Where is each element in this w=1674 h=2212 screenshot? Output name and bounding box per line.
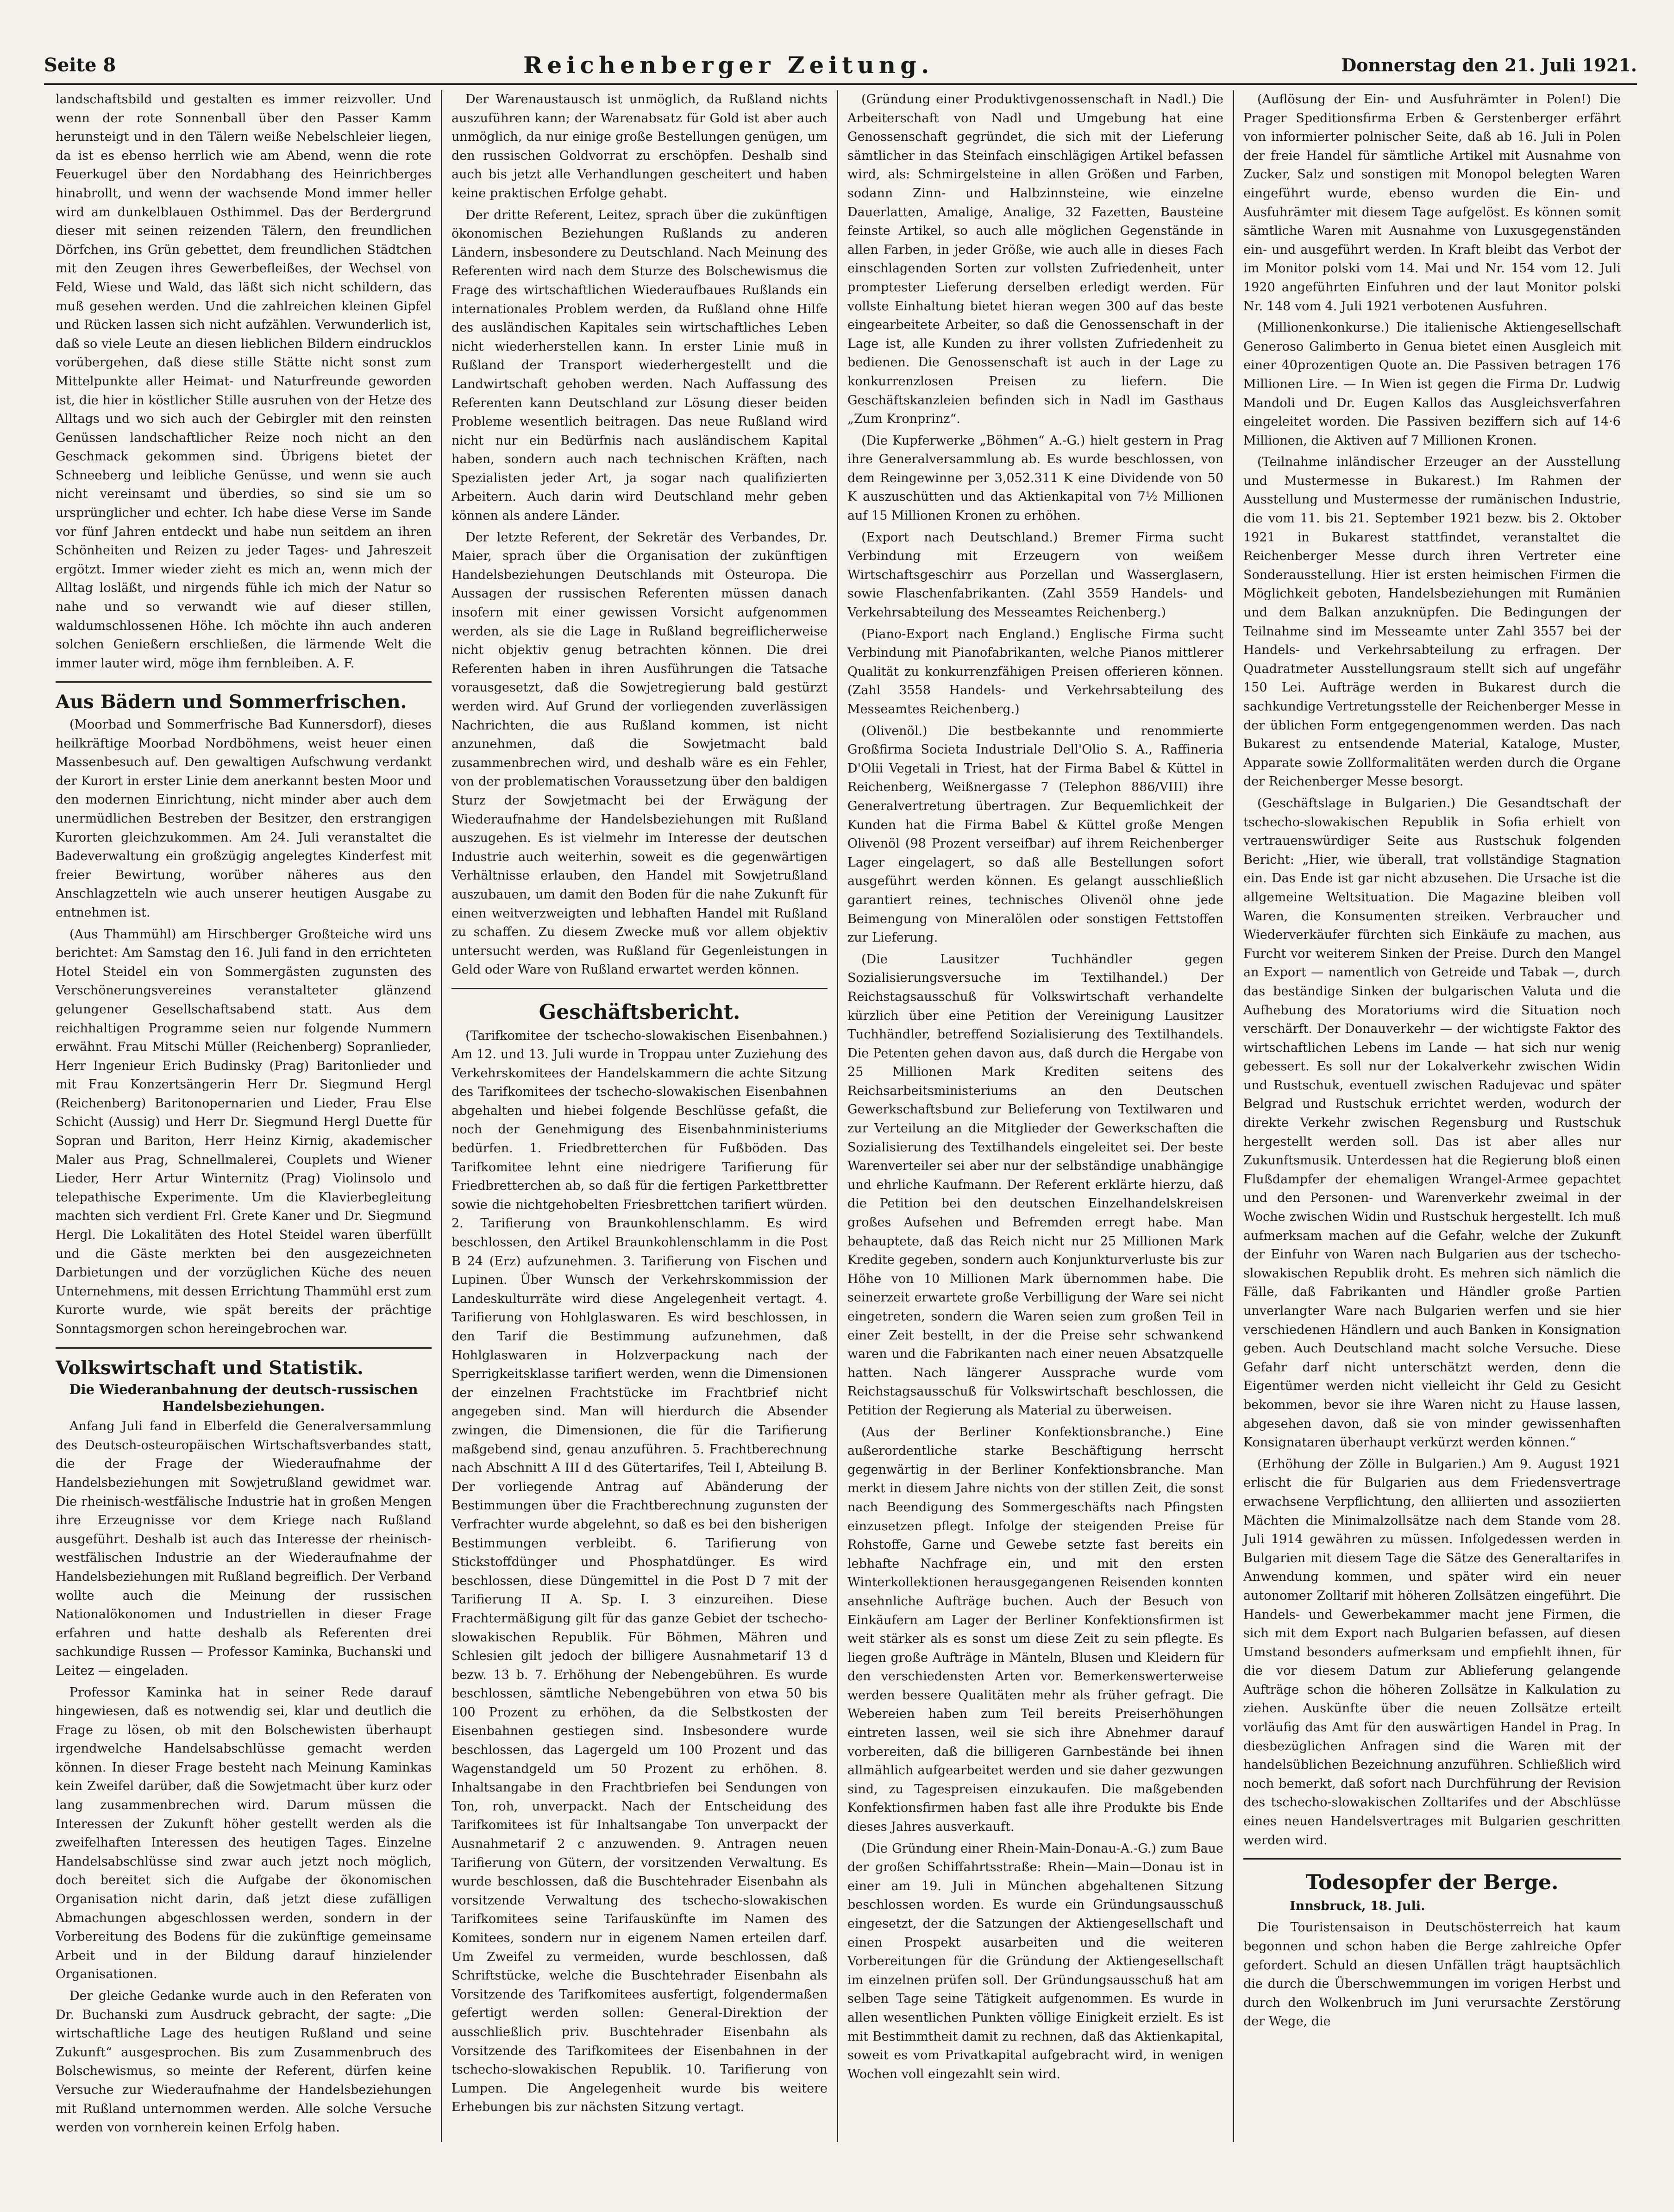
page-header — [44, 49, 1637, 81]
section-title: Volkswirtschaft und Statistik. — [56, 1357, 364, 1379]
issue-date: Donnerstag den 21. Juli 1921. — [1341, 54, 1637, 75]
section-rule — [56, 1347, 432, 1349]
article-paragraph: (Gründung einer Produktivgenossenschaft in Nadl.) Die Arbeiterschaft von Nadl und Umgebung hat eine Genossenschaft gegründet, die sich mit der Lieferung sämtlicher in das Steinfach einschlägigen Artikel befassen wird, als: Schmirgelsteine in allen Größen und Farben, sodann Zinn- und Halbzinnsteine, wie einzelne Dauerlatten, Amalige, Analige, 32 Fazetten, Bausteine feinste Artikel, so auch alle möglichen Gegenstände in allen Farben, in jeder Größe, wie auch alle in dieses Fach einschlagenden Sorten zur vollsten Zufriedenheit, unter promptester Lieferung derselben erledigt werden. Für vollste Einhaltung bietet hieran wegen 300 auf das beste eingearbeitete Arbeiter, so daß die Genossenschaft in der Lage ist, alle Kunden zu ihrer vollsten Zufriedenheit zu bedienen. Die Genossenschaft ist auch in der Lage zu konkurrenzlosen Preisen zu liefern. Die Geschäftskanzleien befinden sich in Nadl im Gasthaus „Zum Kronprinz“. — [847, 92, 1223, 427]
article-paragraph: (Teilnahme inländischer Erzeuger an der Ausstellung und Mustermesse in Bukarest.) Im Rahmen der Ausstellung und Mustermesse der rumänischen Industrie, die vom 11. bis 21. September 1921 bezw. bis 2. Oktober 1921 in Bukarest stattfindet, veranstaltet die Reichenberger Messe durch ihren Vertreter eine Sonderausstellung. Hier ist ersten heimischen Firmen die Möglichkeit geboten, Handelsbeziehungen mit Rumänien und dem Balkan anzuknüpfen. Die Bedingungen der Teilnahme sind im Messeamte unter Zahl 3557 bei der Handels- und Verkehrsabteilung zu erfragen. Der Quadratmeter Ausstellungsraum stellt sich auf ungefähr 150 Lei. Aufträge werden in Bukarest durch die sachkundige Vertretungsstelle der Reichenberger Messe in der üblichen Form entgegengenommen werden. Das nach Bukarest zu entsendende Material, Kataloge, Muster, Apparate sowie Zollformalitäten werden durch die Organe der Reichenberger Messe besorgt. — [1243, 455, 1621, 789]
article-paragraph: (Die Lausitzer Tuchhändler gegen Sozialisierungsversuche im Textilhandel.) Der Reichstagsausschuß für Volkswirtschaft verhandelte kürzlich über eine Petition der Vereinigung Lausitzer Tuchhändler, betreffend Sozialisierung des Textilhandels. Die Petenten gehen davon aus, daß durch die Hergabe von 25 Millionen Mark Krediten seitens des Reichsarbeitsministeriums an den Deutschen Gewerkschaftsbund zur Belieferung von Textilwaren und zur Verteilung an die Mitglieder der Gewerkschaften die Sozialisierung des Textilhandels eingeleitet sei. Der beste Warenverteiler sei aber nur der selbständige unabhängige und ehrliche Kaufmann. Der Referent erklärte hierzu, daß die Petition bei den deutschen Einzelhandelskreisen großes Aufsehen und Befremden erregt habe. Man behauptete, daß das Reich nicht nur 25 Millionen Mark Kredite gegeben, sondern auch Konjunkturverluste bis zur Höhe von 10 Millionen Mark übernommen habe. Die seinerzeit erwartete große Verbilligung der Ware sei nicht eingetreten, sondern die Waren seien zum großen Teil in einer Zeit bestellt, in der die Preise sehr schwankend waren und die Fabrikanten nach einer neuen Absatzquelle hatten. Nach längerer Aussprache wurde vom Reichstagsausschuß für Volkswirtschaft beschlossen, die Petition der Regierung als Material zu überweisen. — [847, 952, 1223, 1418]
section-rule — [451, 988, 828, 989]
article-subheading: Die Wiederanbahnung der deutsch-russischen Handelsbeziehungen. — [69, 1382, 418, 1414]
section-rule — [1243, 1858, 1621, 1860]
header-rule — [44, 83, 1637, 85]
column-3 — [838, 90, 1234, 2142]
article-heading: Todesopfer der Berge. — [1305, 1871, 1559, 1895]
article-paragraph: Die Touristensaison in Deutschösterreich hat kaum begonnen und schon haben die Berge zahlreiche Opfer gefordert. Schuld an diesen Unfällen trägt hauptsächlich die durch die Überschwemmungen im vorigen Herbst und durch den Wolkenbruch im Juni verursachte Zerstörung der Wege, die — [1243, 1920, 1621, 2029]
article-paragraph: Der dritte Referent, Leitez, sprach über die zukünftigen ökonomischen Beziehungen Rußlands zu anderen Ländern, insbesondere zu Deutschland. Nach Meinung des Referenten wird nach dem Sturze des Bolschewismus die Frage des wirtschaftlichen Wiederaufbaues Rußlands ein internationales Problem werden, da Rußland ohne Hilfe des ausländischen Kapitales sein wirtschaftliches Leben nicht wiederherstellen kann. In erster Linie muß in Rußland der Transport wiederhergestellt und die Landwirtschaft gehoben werden. Nach Auffassung des Referenten kann Deutschland zur Lösung dieser beiden Probleme wesentlich beitragen. Das neue Rußland wird nicht nur ein Bedürfnis nach ausländischem Kapital haben, sondern auch nach technischen Kräften, nach Spezialisten jeder Art, ja sogar nach qualifizierten Arbeitern. Auch darin wird Deutschland mehr geben können als andere Länder. — [451, 207, 828, 523]
section-title: Aus Bädern und Sommerfrischen. — [56, 691, 407, 713]
article-paragraph: Anfang Juli fand in Elberfeld die Generalversammlung des Deutsch-osteuropäischen Wirtschaftsverbandes statt, die der Frage der Wiederaufnahme der Handelsbeziehungen mit Sowjetrußland gewidmet war. Die rheinisch-westfälische Industrie hat in großen Mengen ihre Erzeugnisse vor dem Kriege nach Rußland ausgeführt. Deshalb ist auch das Interesse der rheinisch-westfälischen Industrie an der Wiederaufnahme der Handelsbeziehungen mit Rußland begreiflich. Der Verband wollte auch die Meinung der russischen Nationalökonomen und Industriellen in dieser Frage erfahren und hatte deshalb als Referenten drei sachkundige Russen — Professor Kaminka, Buchanski und Leitez — eingeladen. — [56, 1419, 432, 1678]
section-rule — [56, 681, 432, 683]
article-paragraph: (Tarifkomitee der tschecho-slowakischen Eisenbahnen.) Am 12. und 13. Juli wurde in Troppau unter Zuziehung des Verkehrskomitees der Handelskammern die achte Sitzung des Tarifkomitees der tschecho-slowakischen Eisenbahnen abgehalten und hiebei folgende Beschlüsse gefaßt, die noch der Genehmigung des Eisenbahnministeriums bedürfen. 1. Friedbretterchen für Fußböden. Das Tarifkomitee lehnt eine niedrigere Tarifierung für Friedbretterchen ab, so daß für die fertigen Parkettbretter sowie die nichtgehobelten Friesbrettchen tarifiert würden. 2. Tarifierung von Braunkohlenschlamm. Es wird beschlossen, den Artikel Braunkohlenschlamm in die Post B 24 (Erz) aufzunehmen. 3. Tarifierung von Fischen und Lupinen. Über Wunsch der Verkehrskommission der Landeskulturräte wird diese Angelegenheit vertagt. 4. Tarifierung von Hohlglaswaren. Es wird beschlossen, in den Tarif die Bestimmung aufzunehmen, daß Hohlglaswaren in Holzverpackung nach der Sperrigkeitsklasse tarifiert werden, wenn die Dimensionen der einzelnen Frachtstücke im Frachtbrief nicht angegeben sind. Man will hierdurch die Absender zwingen, die Dimensionen, die für die Tarifierung maßgebend sind, genau anzuführen. 5. Frachtberechnung nach Abschnitt A III d des Gütertarifes, Teil I, Abteilung B. Der vorliegende Antrag auf Abänderung der Bestimmungen über die Frachtberechnung zugunsten der Verfrachter wurde abgelehnt, so daß es bei den bisherigen Bestimmungen verbleibt. 6. Tarifierung von Stickstoffdünger und Phosphatdünger. Es wird beschlossen, diese Düngemittel in die Post D 7 mit der Tarifierung II A. Sp. I. 3 einzureihen. Diese Frachtermäßigung gilt für das ganze Gebiet der tschecho-slowakischen Republik. Für Böhmen, Mähren und Schlesien gilt jedoch der billigere Ausnahmetarif 13 d bezw. 13 b. 7. Erhöhung der Nebengebühren. Es wurde beschlossen, sämtliche Nebengebühren von etwa 50 bis 100 Prozent zu erhöhen, da die Selbstkosten der Eisenbahnen gestiegen sind. Insbesondere wurde beschlossen, das Lagergeld um 100 Prozent und das Wagenstandgeld um 50 Prozent zu erhöhen. 8. Inhaltsangabe in den Frachtbriefen bei Sendungen von Ton, roh, unverpackt. Nach der Entscheidung des Tarifkomitees ist für Inhaltsangabe Ton unverpackt der Ausnahmetarif 2 c anzuwenden. 9. Antragen neuen Tarifierung von Gütern, der vorsitzenden Verwaltung. Es wurde beschlossen, daß die Buschtehrader Eisenbahn als vorsitzende Verwaltung des tschecho-slowakischen Tarifkomitees seine Tarifauskünfte im Namen des Komitees, sondern nur in eigenem Namen erteilen darf. Um Zweifel zu vermeiden, wurde beschlossen, daß Schriftstücke, welche die Buschtehrader Eisenbahn als Vorsitzende des Tarifkomitees ausfertigt, folgendermaßen gefertigt werden sollen: General-Direktion der ausschließlich priv. Buschtehrader Eisenbahn als Vorsitzende des Tarifkomitees der Eisenbahnen in der tschecho-slowakischen Republik. 10. Tarifierung von Lumpen. Die Angelegenheit wurde bis weitere Erhebungen bis zur nächsten Sitzung vertagt. — [451, 1028, 828, 2115]
article-paragraph: (Geschäftslage in Bulgarien.) Die Gesandtschaft der tschecho-slowakischen Republik in Sofia erhielt von vertrauenswürdiger Seite aus Rustschuk folgenden Bericht: „Hier, wie überall, trat vollständige Stagnation ein. Das Ende ist gar nicht abzusehen. Die Ursache ist die allgemeine Weltsituation. Die Magazine bleiben voll Waren, die Konsumenten streiken. Verbraucher und Wiederverkäufer fürchten sich Einkäufe zu machen, aus Furcht vor weiterem Sinken der Preise. Durch den Mangel an Export — namentlich von Getreide und Tabak —, durch das beständige Sinken der bulgarischen Valuta und die Aufhebung des Moratoriums wird die Situation noch verschärft. Der Donauverkehr — der wichtigste Faktor des wirtschaftlichen Lebens im Lande — hat sich nur wenig gebessert. Es soll nur der Lokalverkehr zwischen Widin und Rustschuk, eventuell zwischen Radujevac und später Belgrad und Rustschuk errichtet werden, wodurch der direkte Verkehr zwischen Regensburg und Rustschuk hergestellt werden soll. Das ist aber alles nur Zukunftsmusik. Unterdessen hat die Regierung bloß einen Flußdampfer der ehemaligen Wrangel-Armee gepachtet und den Personen- und Warenverkehr zweimal in der Woche zwischen Widin und Rustschuk hergestellt. Ich muß aufmerksam machen auf die Gefahr, welche der Zukunft der Einfuhr von Waren nach Bulgarien aus der tschecho-slowakischen Republik droht. Es mehren sich nämlich die Fälle, daß Fabrikanten und Händler große Partien unverlangter Ware nach Bulgarien werfen und sie hier verschiedenen Händlern und auch Banken in Konsignation geben. Auch Deutschland macht solche Versuche. Diese Gefahr darf nicht unterschätzt werden, denn die Eigentümer werden nicht vielleicht ihr Geld zu Gesicht bekommen, bevor sie ihre Waren nicht zu Hause lassen, abgesehen davon, daß sie von minder gewissenhaften Konsignataren überhaupt verkürzt werden können.“ — [1243, 796, 1621, 1450]
article-paragraph: (Moorbad und Sommerfrische Bad Kunnersdorf), dieses heilkräftige Moorbad Nordböhmens, weist heuer einen Massenbesuch auf. Den gewaltigen Aufschwung verdankt der Kurort in erster Linie dem anerkannt besten Moor und den modernen Einrichtung, nicht minder aber auch dem unermüdlichen Bestreben der Besitzer, den erstrangigen Kurorten gleichzukommen. Am 24. Juli veranstaltet die Badeverwaltung ein großzügig angelegtes Kinderfest mit freier Bewirtung, worüber näheres aus den Anschlagzetteln wie auch unserer heutigen Ausgabe zu entnehmen ist. — [56, 717, 432, 920]
article-paragraph: (Olivenöl.) Die bestbekannte und renommierte Großfirma Societa Industriale Dell'Olio S. A., Raffineria D'Olii Vegetali in Triest, hat der Firma Babel & Küttel in Reichenberg, Weißnergasse 7 (Telephon 886/VIII) ihre Generalvertretung übertragen. Zur Bequemlichkeit der Kunden hat die Firma Babel & Küttel große Mengen Olivenöl (98 Prozent verseifbar) auf ihrem Reichenberger Lager eingelagert, so daß alle Bestellungen sofort ausgeführt werden können. Es gelangt ausschließlich garantiert reines, technisches Olivenöl ohne jede Beimengung von Mineralölen oder sonstigen Fettstoffen zur Lieferung. — [847, 723, 1223, 945]
article-paragraph: landschaftsbild und gestalten es immer reizvoller. Und wenn der rote Sonnenball über den Passer Kamm herunsteigt und in den Tälern weiße Nebelschleier liegen, da ist es ebenso herrlich wie am Abend, wenn die rote Feuerkugel über den Nordabhang des Heinrichberges hinabrollt, und wenn der wachsende Mond immer heller wird am dunkelblauen Osthimmel. Das der Berdergrund dieser mit seinen reizenden Tälern, den freundlichen Dörfchen, ins Grün gebettet, dem freundlichen Städtchen mit den Zeugen ihres Gewerbefleißes, der Wechsel von Feld, Wiese und Wald, das läßt sich nicht schildern, das muß gesehen werden. Und die zahlreichen kleinen Gipfel und Rücken lassen sich nicht aufzählen. Verwunderlich ist, daß so viele Leute an diesen lieblichen Bildern eindrucklos vorübergehen, daß diese stille Stätte nicht sonst zum Mittelpunkte aller Heimat- und Naturfreunde geworden ist, die hier in köstlicher Stille ausruhen von der Hetze des Alltags und wo sich auch der Gebirgler mit den reinsten Genüssen landschaftlicher Reize noch nicht an den Geschmack gekommen sind. Übrigens bietet der Schneeberg und leibliche Genüsse, und wenn sie auch nicht vereinsamt und überdies, so sind sie um so ursprünglicher und echter. Ich habe diese Verse im Sande vor fünf Jahren entdeckt und habe nun seitdem an ihren Schönheiten und Reizen zu jeder Tages- und Jahreszeit ergötzt. Immer wieder zieht es mich an, wenn mich der Alltag losläßt, und nirgends fühle ich mich der Natur so nahe und so verwandt wie auf dieser stillen, waldumschlossenen Höhe. Ich möchte ihn auch anderen solchen Genießern erschließen, die lärmende Welt die immer lauter wird, möge ihm fernbleiben. A. F. — [56, 92, 432, 671]
article-paragraph: Der letzte Referent, der Sekretär des Verbandes, Dr. Maier, sprach über die Organisation der zukünftigen Handelsbeziehungen Deutschlands mit Osteuropa. Die Aussagen der russischen Referenten müssen danach insofern mit einer gewissen Vorsicht aufgenommen werden, als sie die Lage in Rußland begreiflicherweise nicht objektiv genug betrachten können. Die drei Referenten haben in ihren Ausführungen die Tatsache vorausgesetzt, daß die Sowjetregierung bald gestürzt werden wird. Auf Grund der vorliegenden zuverlässigen Nachrichten, die aus Rußland kommen, ist nicht anzunehmen, daß die Sowjetmacht bald zusammenbrechen wird, und deshalb wäre es ein Fehler, von der problematischen Voraussetzung über den baldigen Sturz der Sowjetmacht bei der Erwägung der Wiederaufnahme der Handelsbeziehungen mit Rußland auszugehen. Es ist vielmehr im Interesse der deutschen Industrie auch weiterhin, soweit es die gegenwärtigen Verhältnisse erlauben, den Handel mit Sowjetrußland auszubauen, um damit den Boden für die nahe Zukunft für einen weitverzweigten und lebhaften Handel mit Rußland zu schaffen. Zu diesem Zwecke muß vor allem objektiv untersucht werden, was Rußland für Gegenleistungen in Geld oder Ware von Rußland erwartet werden können. — [451, 530, 828, 977]
newspaper-title: Reichenberger Zeitung. — [523, 51, 934, 79]
article-paragraph: (Aus Thammühl) am Hirschberger Großteiche wird uns berichtet: Am Samstag den 16. Juli fand in den errichteten Hotel Steidel ein von Sommergästen zugunsten des Verschönerungsvereines veranstalteter glänzend gelungener Gesellschaftsabend statt. Aus dem reichhaltigen Programme seien nur folgende Nummern erwähnt. Frau Mitschi Müller (Reichenberg) Sopranlieder, Herr Ingenieur Erich Budinsky (Prag) Baritonlieder und mit Frau Konzertsängerin Herr Dr. Siegmund Hergl (Reichenberg) Baritonopernarien und Lieder, Frau Else Schicht (Aussig) und Herr Dr. Siegmund Hergl Duette für Sopran und Bariton, Herr Heinz Kirnig, akademischer Maler aus Prag, Schnellmalerei, Couplets und Wiener Lieder, Herr Artur Winternitz (Prag) Violinsolo und telepathische Experimente. Um die Klavierbegleitung machten sich verdient Frl. Grete Kaner und Dr. Siegmund Hergl. Die Lokalitäten des Hotel Steidel waren überfüllt und die Gäste merkten bei den ausgezeichneten Darbietungen und der vorzüglichen Küche des neuen Unternehmens, mit dessen Errichtung Thammühl erst zum Kurorte wurde, wie spät bereits der prächtige Sonntagsmorgen schon hereingebrochen war. — [56, 927, 432, 1336]
column-2 — [442, 90, 838, 2142]
column-1 — [46, 90, 442, 2142]
page-number: Seite 8 — [44, 54, 116, 76]
article-paragraph: Der gleiche Gedanke wurde auch in den Referaten von Dr. Buchanski zum Ausdruck gebracht, der sagte: „Die wirtschaftliche Lage des heutigen Rußland und seine Zukunft“ ausgesprochen. Bis zum Zusammenbruch des Bolschewismus, so meinte der Referent, dürfen keine Versuche zur Wiederaufnahme der Handelsbeziehungen mit Rußland unternommen werden. Alle solche Versuche werden von vornherein keinen Erfolg haben. — [56, 1989, 432, 2135]
article-paragraph: (Millionenkonkurse.) Die italienische Aktiengesellschaft Generoso Galimberto in Genua bietet einen Ausgleich mit einer 40prozentigen Quote an. Die Passiven betragen 176 Millionen Lire. — In Wien ist gegen die Firma Dr. Ludwig Mandoli und Dr. Eugen Kallos das Ausgleichsverfahren eingeleitet worden. Die Passiven beziffern sich auf 14·6 Millionen, die Aktiven auf 7 Millionen Kronen. — [1243, 320, 1621, 448]
article-paragraph: (Erhöhung der Zölle in Bulgarien.) Am 9. August 1921 erlischt die für Bulgarien aus dem Friedensvertrage erwachsene Verpflichtung, den alliierten und assoziierten Mächten die Minimalzollsätze nach dem Stande vom 28. Juli 1914 gewähren zu müssen. Infolgedessen werden in Bulgarien mit diesem Tage die Sätze des Generaltarifes in Anwendung kommen, und später wird ein neuer autonomer Zolltarif mit höheren Zollsätzen eingeführt. Die Handels- und Gewerbekammer macht jene Firmen, die sich mit dem Export nach Bulgarien befassen, auf diesen Umstand besonders aufmerksam und empfiehlt ihnen, für die vor diesem Datum zur Ablieferung gelangende Aufträge schon die höheren Zollsätze in Kalkulation zu ziehen. Auskünfte über die neuen Zollsätze erteilt vorläufig das Amt für den auswärtigen Handel in Prag. In diesbezüglichen Anfragen sind die Waren mit der handelsüblichen Bezeichnung anzuführen. Schließlich wird noch bemerkt, daß sofort nach Durchführung der Revision des tschecho-slowakischen Zolltarifes und der Abschlüsse eines neuen Handelsvertrages mit Bulgarien geschritten werden wird. — [1243, 1457, 1621, 1848]
article-paragraph: (Piano-Export nach England.) Englische Firma sucht Verbindung mit Pianofabrikanten, welche Pianos mittlerer Qualität zu konkurrenzfähigen Preisen offerieren können. (Zahl 3558 Handels- und Verkehrsabteilung des Messeamtes Reichenberg.) — [847, 627, 1223, 716]
article-paragraph: (Aus der Berliner Konfektionsbranche.) Eine außerordentliche starke Beschäftigung herrscht gegenwärtig in der Berliner Konfektionsbranche. Man merkt in diesem Jahre nichts von der stillen Zeit, die sonst nach Beendigung des Sommergeschäfts nach Pfingsten einzusetzen pflegt. Infolge der steigenden Preise für Rohstoffe, Garne und Gewebe setzte fast bereits ein lebhafte Nachfrage ein, und mit den ersten Winterkollektionen herausgegangenen Reisenden konnten ansehnliche Aufträge buchen. Auch der Besuch von Einkäufern am Lager der Berliner Konfektionsfirmen ist weit stärker als es sonst um diese Zeit zu sein pflegte. Es liegen große Aufträge in Mänteln, Blusen und Kleidern für den verschiedensten Arten vor. Bemerkenswerterweise werden bessere Qualitäten mehr als früher gefragt. Die Webereien haben zum Teil bereits Preiserhöhungen eintreten lassen, weil sie sich ihre Abnehmer darauf vorbereiten, daß die billigeren Garnbestände bei ihnen allmählich aufgearbeitet werden und sie daher gezwungen sind, zu Tagespreisen einzukaufen. Die maßgebenden Konfektionsfirmen haben fast alle ihre Produkte bis Ende dieses Jahres ausverkauft. — [847, 1425, 1223, 1835]
article-paragraph: Der Warenaustausch ist unmöglich, da Rußland nichts auszuführen kann; der Warenabsatz für Gold ist aber auch unmöglich, da nur einige große Bestellungen genügen, um den russischen Goldvorrat zu erschöpfen. Deshalb sind auch bis jetzt alle Verhandlungen gescheitert und haben keine praktischen Erfolge gehabt. — [451, 92, 828, 201]
dateline: Innsbruck, 18. Juli. — [1290, 1898, 1425, 1913]
column-4 — [1234, 90, 1630, 2142]
article-paragraph: (Export nach Deutschland.) Bremer Firma sucht Verbindung mit Erzeugern von weißem Wirtschaftsgeschirr aus Porzellan und Wasserglasern, sowie Flaschenfabrikanten. (Zahl 3559 Handels- und Verkehrsabteilung des Messeamtes Reichenberg.) — [847, 530, 1223, 620]
article-heading: Geschäftsbericht. — [539, 1000, 740, 1024]
article-paragraph: (Die Kupferwerke „Böhmen“ A.-G.) hielt gestern in Prag ihre Generalversammlung ab. Es wurde beschlossen, von dem Reingewinne per 3,052.311 K eine Dividende von 50 K auszuschütten und das Aktienkapital von 7½ Millionen auf 15 Millionen Kronen zu erhöhen. — [847, 433, 1223, 523]
article-paragraph: (Die Gründung einer Rhein-Main-Donau-A.-G.) zum Baue der großen Schiffahrtsstraße: Rhein—Main—Donau ist in einer am 19. Juli in München abgehaltenen Sitzung beschlossen worden. Es wurde ein Gründungsausschuß eingesetzt, der die Satzungen der Aktiengesellschaft und einen Prospekt ausarbeiten und die weiteren Vorbereitungen für die Gründung der Aktiengesellschaft im einzelnen prüfen soll. Der Gründungsausschuß hat am selben Tage seine Tätigkeit aufgenommen. Es wurde in allen wesentlichen Punkten völlige Einigkeit erzielt. Es ist mit Bestimmtheit damit zu rechnen, daß das Aktienkapital, soweit es vom Privatkapital aufgebracht wird, in wenigen Wochen voll eingezahlt sein wird. — [847, 1841, 1223, 2081]
text-columns — [46, 90, 1639, 2142]
article-paragraph: (Auflösung der Ein- und Ausfuhrämter in Polen!) Die Prager Speditionsfirma Erben & Gerstenberger erfährt von informierter polnischer Seite, daß ab 16. Juli in Polen der freie Handel für sämtliche Artikel mit Ausnahme von Zucker, Salz und sonstigen mit Monopol belegten Waren eingeführt wurde, ebenso wurden die Ein- und Ausfuhrämter mit diesem Tage aufgelöst. Es können somit sämtliche Waren mit Ausnahme von Luxusgegenständen ein- und ausgeführt werden. In Kraft bleibt das Verbot der im Monitor polski vom 14. Mai und Nr. 154 vom 12. Juli 1920 angeführten Einfuhren und der laut Monitor polski Nr. 148 vom 4. Juli 1921 verbotenen Ausfuhren. — [1243, 92, 1621, 314]
article-paragraph: Professor Kaminka hat in seiner Rede darauf hingewiesen, daß es notwendig sei, klar und deutlich die Frage zu lösen, ob mit den Bolschewisten überhaupt irgendwelche Handelsabschlüsse gemacht werden können. In dieser Frage besteht nach Meinung Kaminkas kein Zweifel darüber, daß die Sowjetmacht über kurz oder lang zusammenbrechen wird. Darum müssen die Interessen der Zukunft höher gestellt werden als die zweifelhaften Interessen des heutigen Tages. Einzelne Handelsabschlüsse sind zwar auch jetzt noch möglich, doch bereitet sich die Aufgabe der ökonomischen Organisation nicht darin, daß jetzt diese zufälligen Abmachungen abgeschlossen werden, sondern in der Vorbereitung des Bodens für die zukünftige gemeinsame Arbeit und in der Bildung darauf hinzielender Organisationen. — [56, 1685, 432, 1982]
